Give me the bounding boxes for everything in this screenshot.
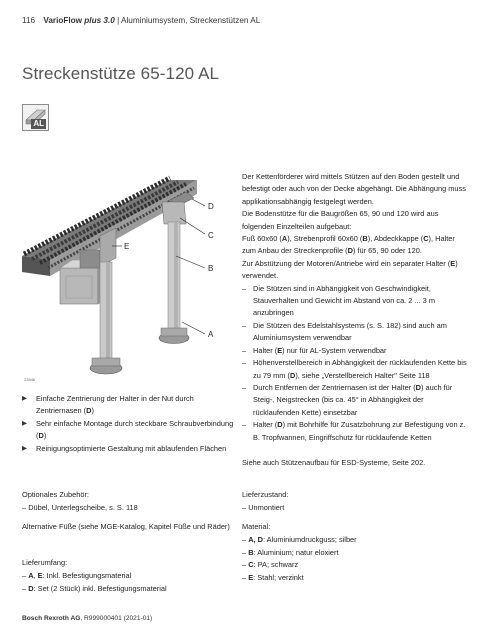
feature-item: ▶ Sehr einfache Montage durch steckbare Schraubverbindung (D) [22, 418, 234, 441]
scope-of-delivery [22, 557, 234, 595]
callout-e: E [124, 242, 130, 251]
image-id: 23946 [24, 377, 36, 382]
bullet-arrow-icon: ▶ [22, 395, 27, 402]
material [242, 521, 462, 584]
dash-item: – Halter (E) nur für AL-System verwendbar [242, 345, 387, 355]
intro-paragraph: Der Kettenförderer wird mittels Stützen auf den Boden gestellt und befestigt oder auch von der Decke abgehängt. Die Abhängung muss applikationsabhängig festgelegt werden. [242, 172, 466, 206]
brand-name: VarioFlow plus 3.0 [43, 16, 115, 25]
bullet-arrow-icon: ▶ [22, 444, 27, 452]
scope-item: – D: Set (2 Stück) inkl. Befestigungsmaterial [22, 583, 167, 593]
material-item: – A, D: Aluminiumdruckguss; silber [242, 535, 357, 545]
dash-item: – Durch Entfernen der Zentriernasen ist der Halter (D) auch für Steig-, Neigstrecken (bis ca. 45° in Abhängigkeit der rücklaufenden Kette) einsetzbar [242, 382, 453, 417]
feature-item: ▶ Einfache Zentrierung der Halter in der Nut durch Zentriernasen (D) [22, 394, 194, 416]
alternative-feet: Alternative Füße (siehe MGE-Katalog, Kapitel Füße und Räder) [22, 522, 230, 531]
bullet-arrow-icon: ▶ [22, 419, 27, 427]
callout-a: A [208, 330, 214, 339]
page-number: 116 [22, 16, 36, 25]
al-system-badge [22, 104, 49, 131]
material-item: – B: Aluminium; natur eloxiert [242, 547, 339, 557]
document-number: , R999000401 (2021-01) [80, 615, 153, 622]
support-right [159, 192, 194, 344]
dash-item: – Die Stützen sind in Abhängigkeit von Geschwindigkeit, Stauverhalten und Gewicht im Abstand von ca. 2 ... 3 m anzubringen [242, 283, 435, 318]
motor-paragraph: Zur Abstützung der Motoren/Antriebe wird ein separater Halter (E) verwendet. [242, 258, 458, 281]
see-also: Siehe auch Stützenaufbau für ESD-Systeme, Seite 202. [242, 458, 426, 467]
material-item: – C: PA; schwarz [242, 560, 299, 570]
dash-item: – Halter (D) mit Bohrhilfe für Zusatzbohrung zur Befestigung von z. B. Tropfwannen, Eingriffschutz für rücklaufende Ketten [242, 420, 466, 442]
page-title: Streckenstütze 65-120 AL [22, 64, 220, 83]
feature-item: ▶ Reinigungsoptimierte Gestaltung mit ablaufenden Flächen [22, 443, 234, 455]
scope-heading: Lieferumfang: [22, 558, 68, 567]
material-item: – E: Stahl; verzinkt [242, 572, 304, 582]
dash-item: – Höhenverstellbereich in Abhängigkeit der rücklaufenden Kette bis zu 79 mm (D), siehe „Verstellbereich Halter" Seite 118 [242, 358, 467, 380]
optional-item: – Dübel, Unterlegscheibe, s. S. 118 [22, 503, 138, 513]
badge-label: AL [33, 119, 44, 128]
support-illustration [22, 172, 230, 384]
section-name: | Aluminiumsystem, Streckenstützen AL [114, 16, 261, 25]
dash-item: – Die Stützen des Edelstahlsystems (s. S. 182) sind auch am Aluminiumsystem verwendbar [242, 320, 447, 343]
callout-d: D [208, 202, 214, 211]
material-heading: Material: [242, 522, 271, 531]
delivery-heading: Lieferzustand: [242, 490, 289, 499]
page-footer [22, 615, 152, 622]
callout-c: C [208, 231, 214, 240]
optional-accessories [22, 489, 232, 515]
scope-item: – A, E: Inkl. Befestigungsmaterial [22, 571, 132, 581]
company-name: Bosch Rexroth AG [22, 615, 81, 622]
components-paragraph: Fuß 60x60 (A), Strebenprofil 60x60 (B), Abdeckkappe (C), Halter zum Anbau der Streckenprofile (D) für 65, 90 oder 120. [242, 234, 455, 256]
optional-heading: Optionales Zubehör: [22, 490, 89, 499]
feature-list [22, 393, 234, 455]
delivery-item: – Unmontiert [242, 503, 285, 513]
components-intro: Die Bodenstütze für die Baugrößen 65, 90 und 120 wird aus folgenden Einzelteilen aufgebaut: [242, 209, 439, 231]
page-header [22, 16, 260, 25]
callout-b: B [208, 264, 214, 273]
delivery-condition [242, 489, 462, 515]
description-text [242, 171, 468, 444]
